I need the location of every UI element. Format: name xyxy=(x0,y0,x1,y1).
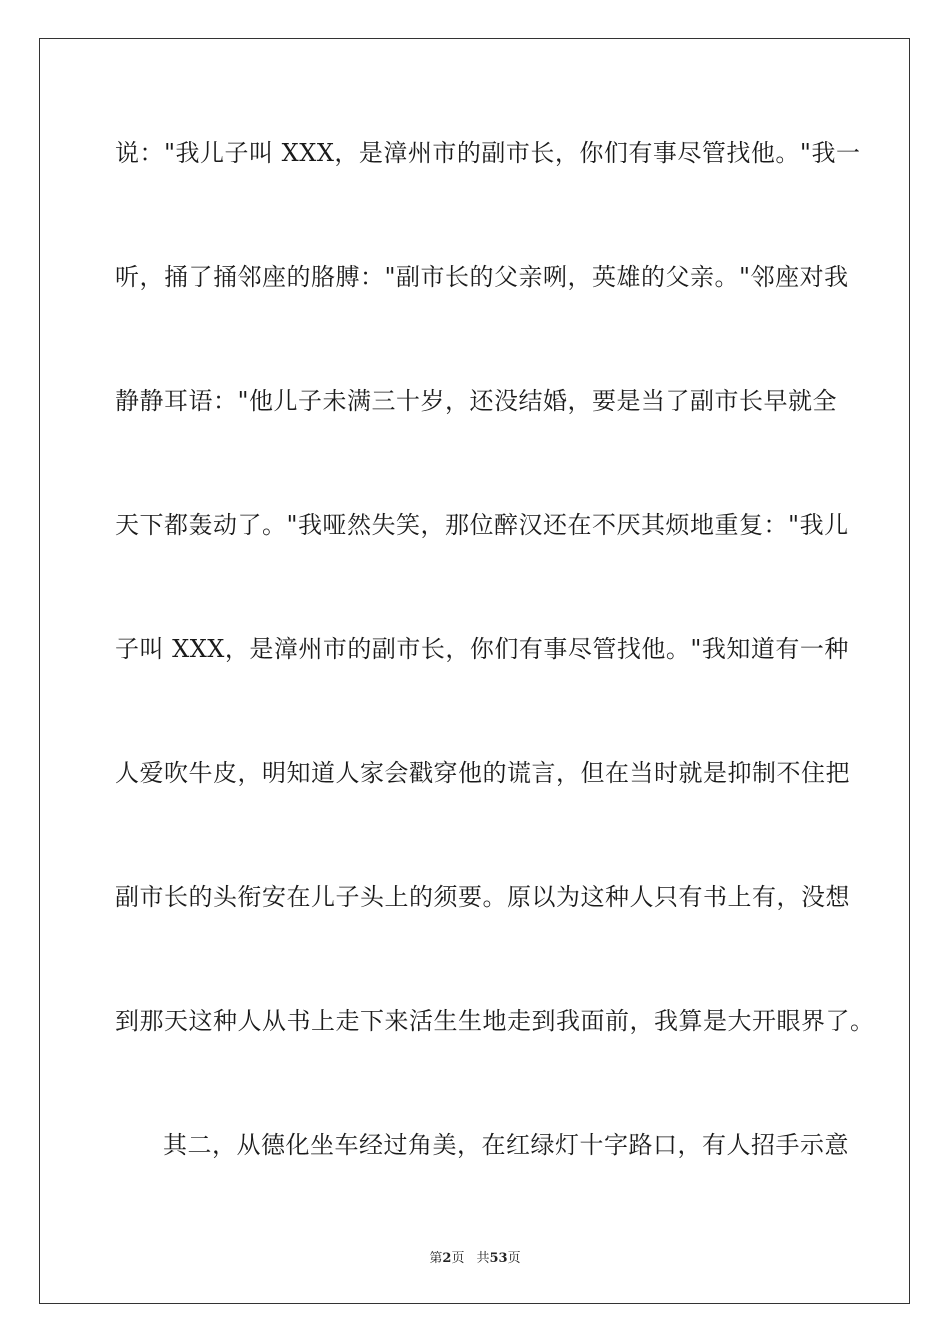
page-footer xyxy=(0,1247,950,1266)
body-text-line-4: 天下都轰动了。"我哑然失笑，那位醉汉还在不厌其烦地重复："我儿 xyxy=(115,511,849,539)
body-text-line-5: 子叫 XXX，是漳州市的副市长，你们有事尽管找他。"我知道有一种 xyxy=(115,635,849,663)
body-text-line-8: 到那天这种人从书上走下来活生生地走到我面前，我算是大开眼界了。 xyxy=(115,1007,875,1035)
page-prefix: 第 xyxy=(429,1251,443,1266)
total-prefix: 共 xyxy=(476,1251,490,1266)
page-suffix: 页 xyxy=(451,1251,465,1266)
body-text-line-2: 听，捅了捅邻座的胳膊："副市长的父亲咧，英雄的父亲。"邻座对我 xyxy=(115,263,849,291)
total-suffix: 页 xyxy=(507,1251,521,1266)
body-text-line-9: 其二，从德化坐车经过角美，在红绿灯十字路口，有人招手示意 xyxy=(163,1131,849,1159)
body-text-line-6: 人爱吹牛皮，明知道人家会戳穿他的谎言，但在当时就是抑制不住把 xyxy=(115,759,850,787)
page-number: 2 xyxy=(442,1251,452,1266)
body-text-line-7: 副市长的头衔安在儿子头上的须要。原以为这种人只有书上有，没想 xyxy=(115,883,850,911)
total-pages: 53 xyxy=(489,1251,508,1266)
page-border xyxy=(39,38,910,1304)
body-text-line-1: 说："我儿子叫 XXX，是漳州市的副市长，你们有事尽管找他。"我一 xyxy=(115,139,861,167)
body-text-line-3: 静静耳语："他儿子未满三十岁，还没结婚，要是当了副市长早就全 xyxy=(115,387,838,415)
